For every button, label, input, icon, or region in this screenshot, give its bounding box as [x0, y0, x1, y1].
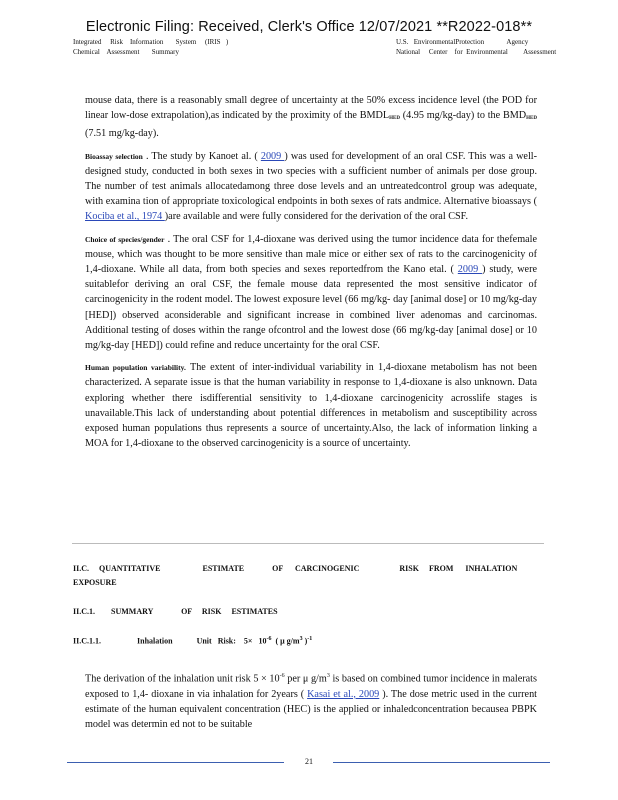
p4-text-a: The extent of inter-individual variability in 1,4-dioxane metabolism has not been characterized. A separate issue is that the human variability in response to 1,4-dioxane is also unknown. Data exploring whether there isdifferential sensitivity to 1,4-dioxane carcinogenicity acrosslife stages is unavailable.This lack of understanding about potential differences in metabolism and susceptibility across exposed human populations thus represents a source of uncertainty.Also, the lack of information linking a MOA for 1,4-dioxane to the observed carcinogenicity is a source of uncertainty. [85, 362, 537, 450]
heading-iic11-exp3: -1 [307, 636, 313, 642]
p1-sub-b: HED [526, 116, 537, 122]
electronic-filing-stamp: Electronic Filing: Received, Clerk's Office 12/07/2021 **R2022-018** [85, 19, 533, 35]
heading-iic11-end: ) [302, 636, 308, 646]
citation-kociba-1974[interactable]: Kociba et al., 1974 [85, 211, 165, 223]
paragraph-choice-species-gender [85, 232, 537, 354]
p5-exp-b: 3 [326, 673, 330, 680]
footer-rule-left [67, 762, 284, 763]
p3-text-b: ) study, were suitablefor deriving an oral CSF, the female mouse data represented the most sensitive indicator of carcinogenicity in the rodent model. The lowest exposure level (66 mg/kg- day [animal dose] or 10 mg/kg-day [HED]) observed aconsiderable and significant increase in combined liver adenomas and carcinomas. Additional testing of doses within the range ofcontrol and the lowest dose (66 mg/kg-day [animal dose] or 10 mg/kg-day [HED]) could refine and reduce uncertainty for the oral CSF. [85, 264, 537, 352]
footer-rule-right [333, 762, 550, 763]
p5-text-d: ). The dose metric used in the current estimate of the human equivalent concentration (HEC) is the applied or inhaledconcentration becausea PBPK model was determin ed not to be suitable [85, 688, 537, 731]
p1-text-b: (4.95 mg/kg-day) to the BMD [399, 110, 527, 122]
citation-kano-2009-b[interactable]: 2009 [457, 264, 483, 276]
page-number: 21 [305, 757, 313, 766]
p5-text-a: The derivation of the inhalation unit risk 5 × 10 [85, 673, 280, 685]
citation-kano-2009[interactable]: 2009 [260, 150, 285, 162]
header-right-line2: National Center for Environmental Assessment [396, 48, 557, 56]
section-heading-iic11 [73, 632, 312, 649]
p1-sub-a: HED [389, 116, 400, 122]
paragraph-uncertainty-bmdl [85, 93, 537, 142]
p1-text-c: (7.51 mg/kg-day). [85, 128, 159, 140]
p5-text-b: per μ g/m [284, 673, 327, 685]
heading-iic11-text: II.C.1.1. Inhalation Unit Risk: 5× 10 [73, 636, 267, 646]
p2-text-a: . The study by Kanoet al. ( [142, 150, 261, 162]
heading-iic-line2: EXPOSURE [73, 578, 117, 587]
section-heading-iic1: II.C.1. SUMMARY OF RISK ESTIMATES [73, 607, 278, 616]
heading-iic-line1: II.C. QUANTITATIVE ESTIMATE OF CARCINOGENIC RISK FROM INHALATION [73, 564, 518, 573]
heading-iic11-unit: ( μ g/m [271, 636, 300, 646]
heading-iic11-exp: -6 [266, 636, 272, 642]
paragraph-bioassay-selection [85, 149, 537, 225]
p5-text-c: is based on combined tumor incidence in malerats exposed to 1,4- dioxane in via inhalation for 2years ( [85, 673, 537, 700]
section-heading-iic [73, 562, 517, 590]
citation-kasai-2009[interactable]: Kasai et al., 2009 [307, 688, 380, 700]
header-left-line1: Integrated Risk Information System (IRIS ) [73, 38, 229, 46]
heading-iic11-exp2: 3 [299, 636, 303, 642]
choice-species-lead: Choice of species/gender [85, 234, 165, 244]
header-left-line2: Chemical Assessment Summary [73, 48, 179, 56]
body-text [85, 93, 537, 458]
bioassay-selection-lead: Bioassay selection [85, 151, 143, 161]
human-variability-lead: Human population variability. [85, 363, 186, 373]
paragraph-inhalation-derivation [85, 669, 537, 732]
paragraph-human-variability [85, 360, 537, 451]
p2-text-c: )are available and were fully considered for the derivation of the oral CSF. [164, 211, 469, 223]
header-left [73, 37, 228, 57]
header-right-line1: U.S. EnvironmentalProtection Agency [396, 38, 529, 46]
p3-text-a: . The oral CSF for 1,4-dioxane was derived using the tumor incidence data for thefemale mouse, which was thought to be more sensitive than male mice or either sex of rats to the carcinogenicity of 1,4-dioxane. While all data, from both species and sexes reportedfrom the Kano etal. ( [85, 233, 537, 276]
header-right [396, 37, 557, 57]
section-divider [72, 543, 544, 544]
p5-exp-a: -6 [279, 673, 285, 680]
p2-text-b: ) was used for development of an oral CSF. This was a well-designed study, conducted in both sexes in two species with a sufficient number of animals per dose group. The number of test animals allocatedamong three dose levels and an untreatedcontrol group was adequate, with examina tion of appropriate toxicological endpoints in both sexes of rats andmice. Alternative bioassays ( [85, 150, 537, 208]
p1-text-a: mouse data, there is a reasonably small degree of uncertainty at the 50% excess incidence level (the POD for linear low-dose extrapolation),as indicated by the proximity of the BMDL [85, 95, 537, 122]
